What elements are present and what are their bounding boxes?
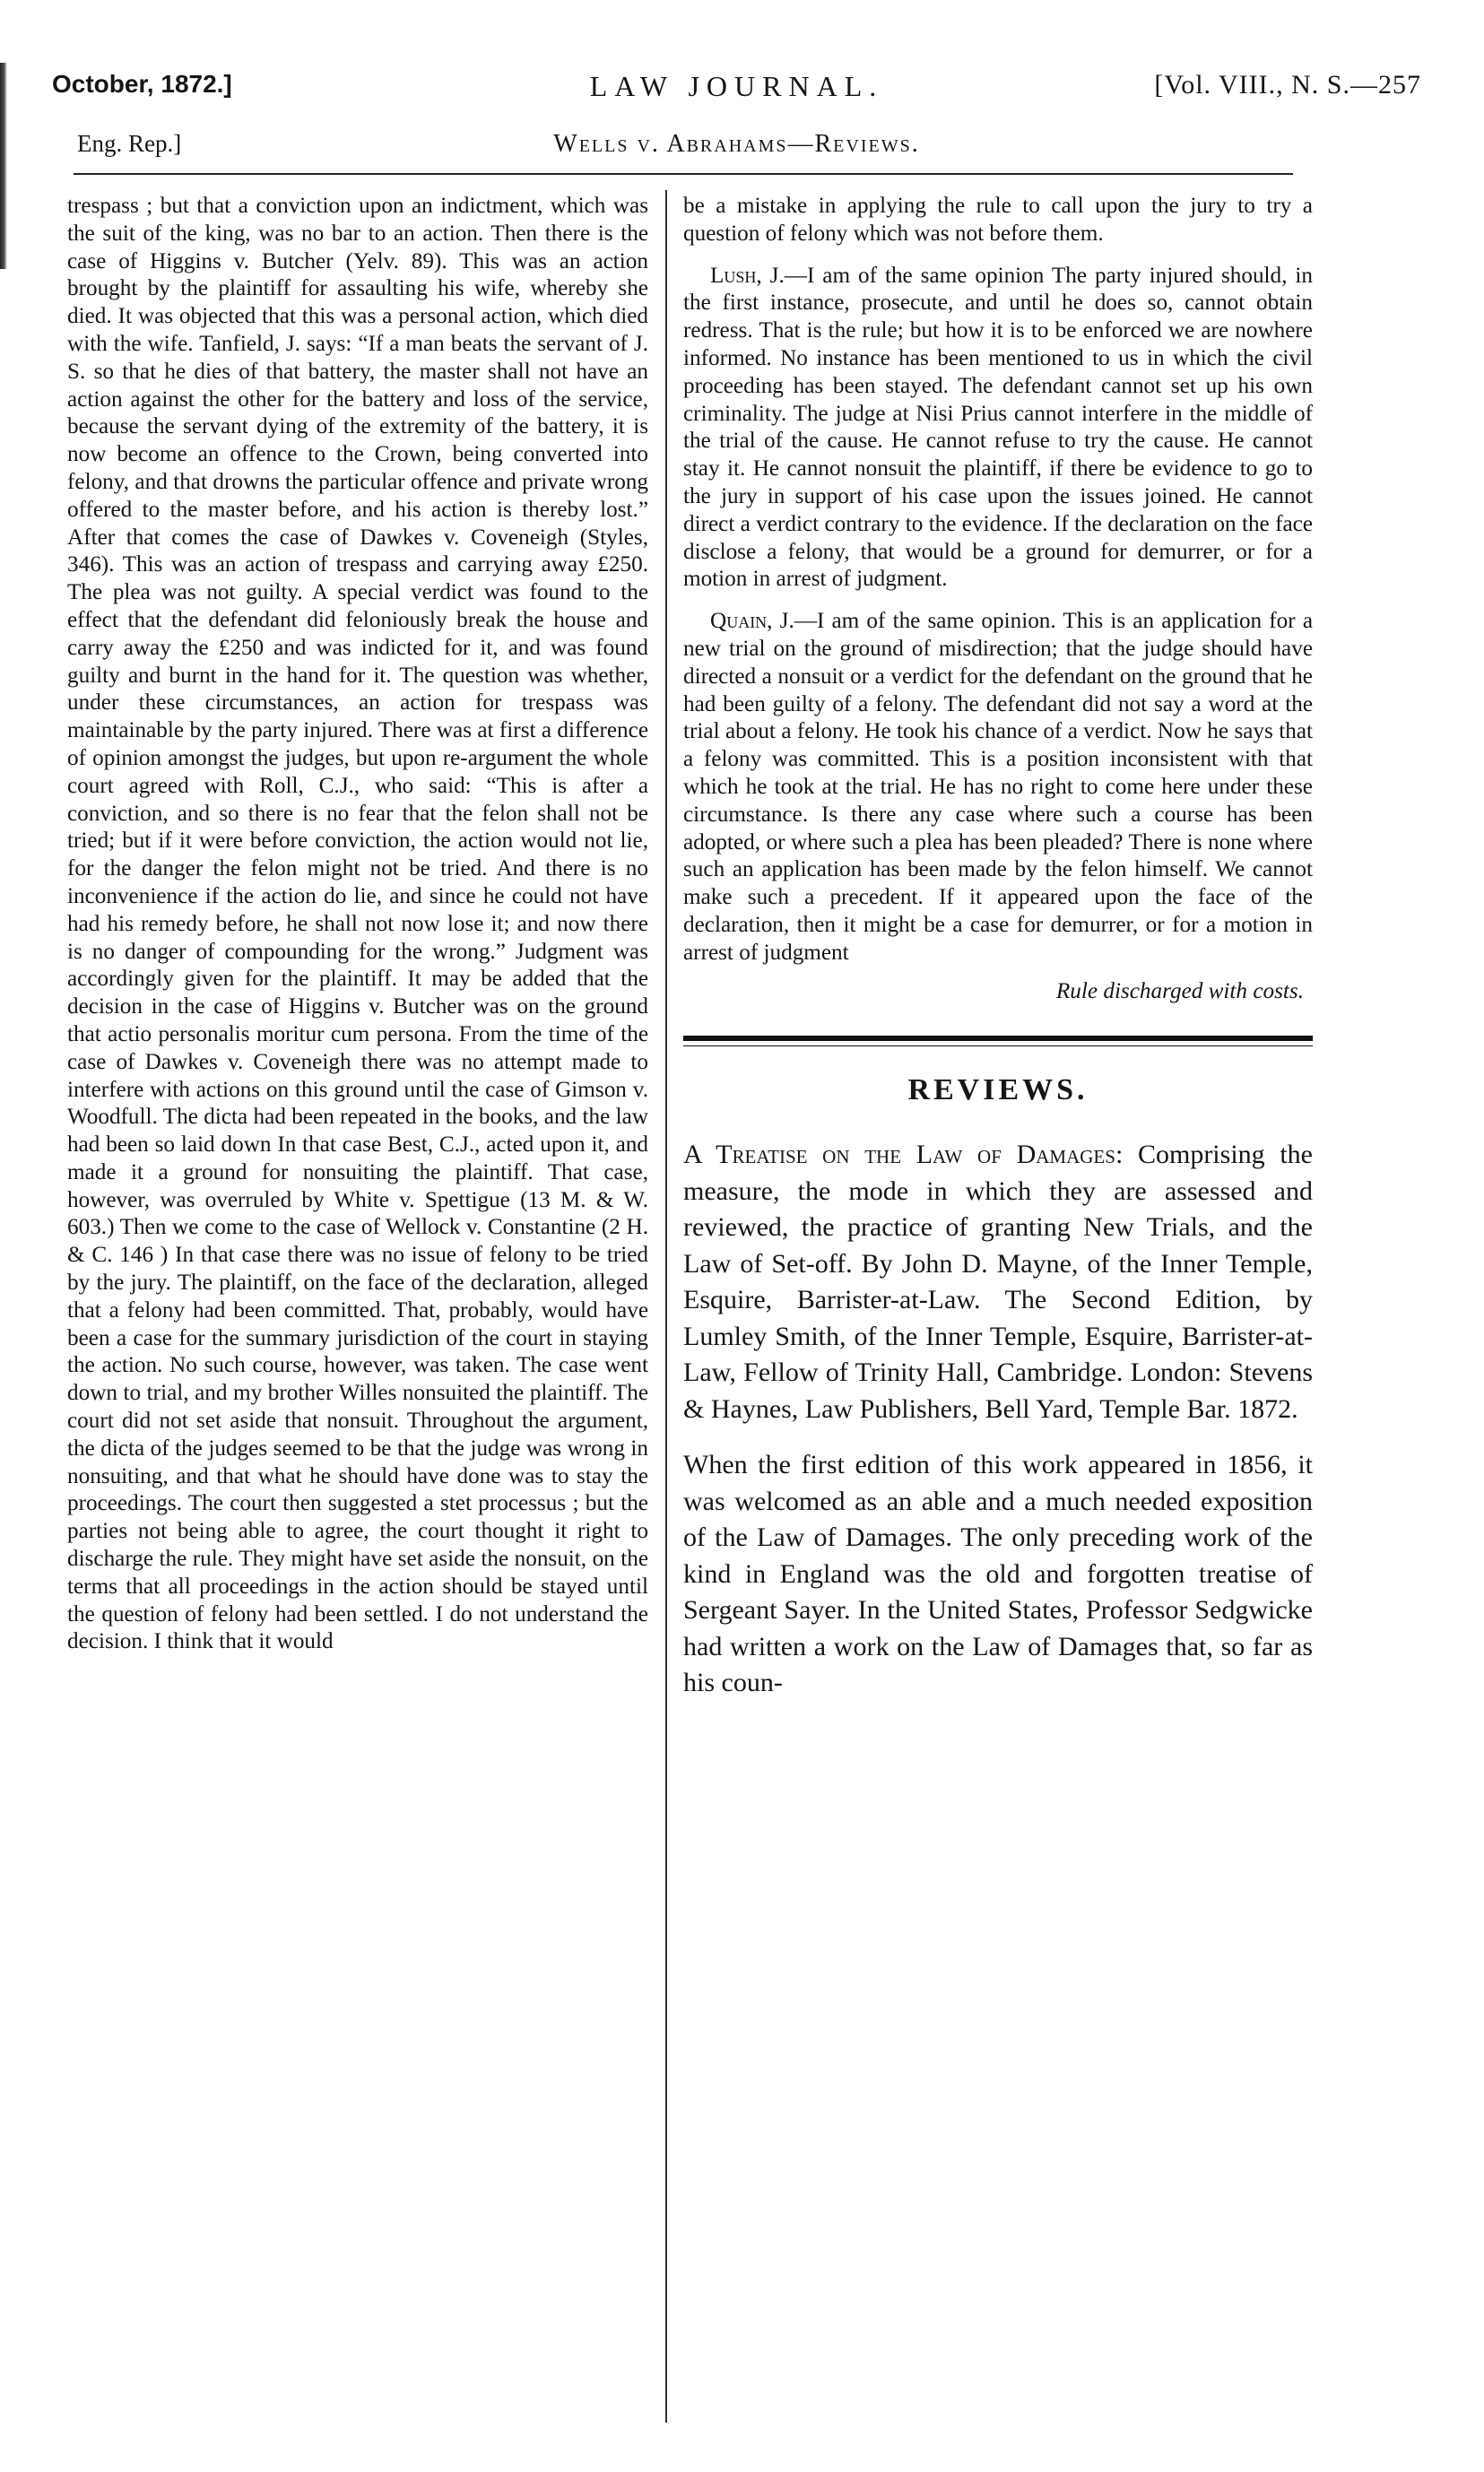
right-column <box>683 193 1313 1702</box>
issue-date: October, 1872.] <box>52 70 232 98</box>
judgment-text: trespass ; but that a conviction upon an indictment, which was the suit of the king, was no bar to an action. Then there is the case of Higgins v. Butcher (Yelv. 89). This was an action brought by the plaintiff for assaulting his wife, whereby she died. It was objected that this was a personal action, which died with the wife. Tanfield, J. says: “If a man beats the servant of J. S. so that he dies of that battery, the master shall not have an action against the other for the battery and loss of the service, because the servant dying of the extremity of the battery, it is now become an offence to the Crown, being converted into felony, and that drowns the particular offence and private wrong offered to the master before, and his action is thereby lost.” After that comes the case of Dawkes v. Coveneigh (Styles, 346). This was an action of trespass and carrying away £250. The plea was not guilty. A special verdict was found to the effect that the defendant did feloniously break the house and carry away the £250 and was indicted for it, and was found guilty and burnt in the hand for it. The question was whether, under these circumstances, an action for trespass was maintainable by the party injured. There was at first a difference of opinion amongst the judges, but upon re-argument the whole court agreed with Roll, C.J., who said: “This is after a conviction, and so there is no fear that the felon shall not be tried; but if it were before conviction, the action would not lie, for the danger the felon might not be tried. And there is no inconvenience if the action do lie, and since he could not have had his remedy before, he shall not now lose it; and now there is no danger of compounding for the wrong.” Judgment was accordingly given for the plaintiff. It may be added that the decision in the case of Higgins v. Butcher was on the ground that actio personalis moritur cum persona. From the time of the case of Dawkes v. Coveneigh there was no attempt made to interfere with actions on this ground until the case of Gimson v. Woodfull. The dicta had been repeated in the books, and the law had been so laid down In that case Best, C.J., acted upon it, and made it a ground for nonsuiting the plaintiff. That case, however, was overruled by White v. Spettigue (13 M. & W. 603.) Then we come to the case of Wellock v. Constantine (2 H. & C. 146 ) In that case there was no issue of felony to be tried by the jury. The plaintiff, on the face of the declaration, alleged that a felony had been committed. That, probably, would have been a case for the summary jurisdiction of the court in staying the action. No such course, however, was taken. The case went down to trial, and my brother Willes nonsuited the plaintiff. The court did not set aside that nonsuit. Throughout the argument, the dicta of the judges seemed to be that the judge was wrong in nonsuiting, and that what he should have done was to stay the proceedings. The court then suggested a stet processus ; but the parties not being able to agree, the court thought it right to discharge the rule. They might have set aside the nonsuit, on the terms that all proceedings in the action should be stayed until the question of felony had been settled. I do not understand the decision. I think that it would <box>67 194 648 1654</box>
judgment-continuation: be a mistake in applying the rule to call upon the jury to try a question of felony which was not before them. <box>683 194 1313 246</box>
section-rule-thick <box>683 1036 1313 1041</box>
section-rule-thin <box>683 1045 1313 1046</box>
review-book-title: A Treatise on the Law of Damages <box>683 1140 1115 1170</box>
journal-title: LAW JOURNAL. <box>589 70 884 102</box>
quain-opinion-text: —I am of the same opinion. This is an application for a new trial on the ground of misdirection; that the judge should have directed a nonsuit or a verdict for the defendant on the ground that he had been guilty of a felony. The defendant did not say a word at the trial about a felony. He took his chance of a verdict. Now he says that a felony was committed. This is a position inconsistent with that which he took at the trial. He has no right to come here under these circumstance. Is there any case where such a course has been adopted, or where such a plea has been pleaded? There is none where such an application has been made by the felon himself. We cannot make such a precedent. If it appeared upon the face of the declaration, then it might be a case for demurrer, or for a motion in arrest of judgment <box>683 609 1314 965</box>
header-rule <box>74 173 1293 175</box>
column-divider <box>665 190 667 2423</box>
quain-opinion <box>683 608 1313 967</box>
case-title: Wells v. Abrahams—Reviews. <box>553 130 920 158</box>
judge-name-quain: Quain, J. <box>710 609 794 634</box>
review-body: When the first edition of this work appeared in 1856, it was welcomed as an able and a much needed exposition of the Law of Damages. The only preceding work of the kind in England was the old and forgotten treatise of Sergeant Sayer. In the United States, Professor Sedgwicke had written a work on the Law of Damages that, so far as his coun- <box>683 1450 1313 1698</box>
lush-opinion-text: —I am of the same opinion The party injured should, in the first instance, prosecute, and until he does so, cannot obtain redress. That is the rule; but how it is to be enforced we are nowhere informed. No instance has been mentioned to us in which the civil proceeding has been stayed. The defendant cannot set up his own criminality. The judge at Nisi Prius cannot interfere in the middle of the trial of the cause. He cannot refuse to try the cause. He cannot stay it. He cannot nonsuit the plaintiff, if there be evidence to go to the jury in support of his case upon the issues joined. He cannot direct a verdict contrary to the evidence. If the declaration on the face disclose a felony, that would be a ground for demurrer, or for a motion in arrest of judgment. <box>683 263 1313 592</box>
disposition: Rule discharged with costs. <box>1055 978 1304 1003</box>
sub-head <box>52 130 1421 166</box>
volume-page: [Vol. VIII., N. S.—257 <box>1154 70 1421 100</box>
left-column <box>67 193 648 1656</box>
report-label: Eng. Rep.] <box>77 130 182 157</box>
running-head <box>52 70 1421 115</box>
page-fold-shadow <box>0 63 7 269</box>
judge-name-lush: Lush, J. <box>710 263 785 288</box>
review-citation-text: : Comprising the measure, the mode in which they are assessed and reviewed, the practice of granting New Trials, and the Law of Set-off. By John D. Mayne, of the Inner Temple, Esquire, Barrister-at-Law. The Second Edition, by Lumley Smith, of the Inner Temple, Esquire, Barrister-at-Law, Fellow of Trinity Hall, Cambridge. London: Stevens & Haynes, Law Publishers, Bell Yard, Temple Bar. 1872. <box>683 1140 1313 1424</box>
lush-opinion <box>683 263 1313 594</box>
review-citation <box>683 1137 1313 1427</box>
reviews-heading: REVIEWS. <box>907 1073 1089 1107</box>
